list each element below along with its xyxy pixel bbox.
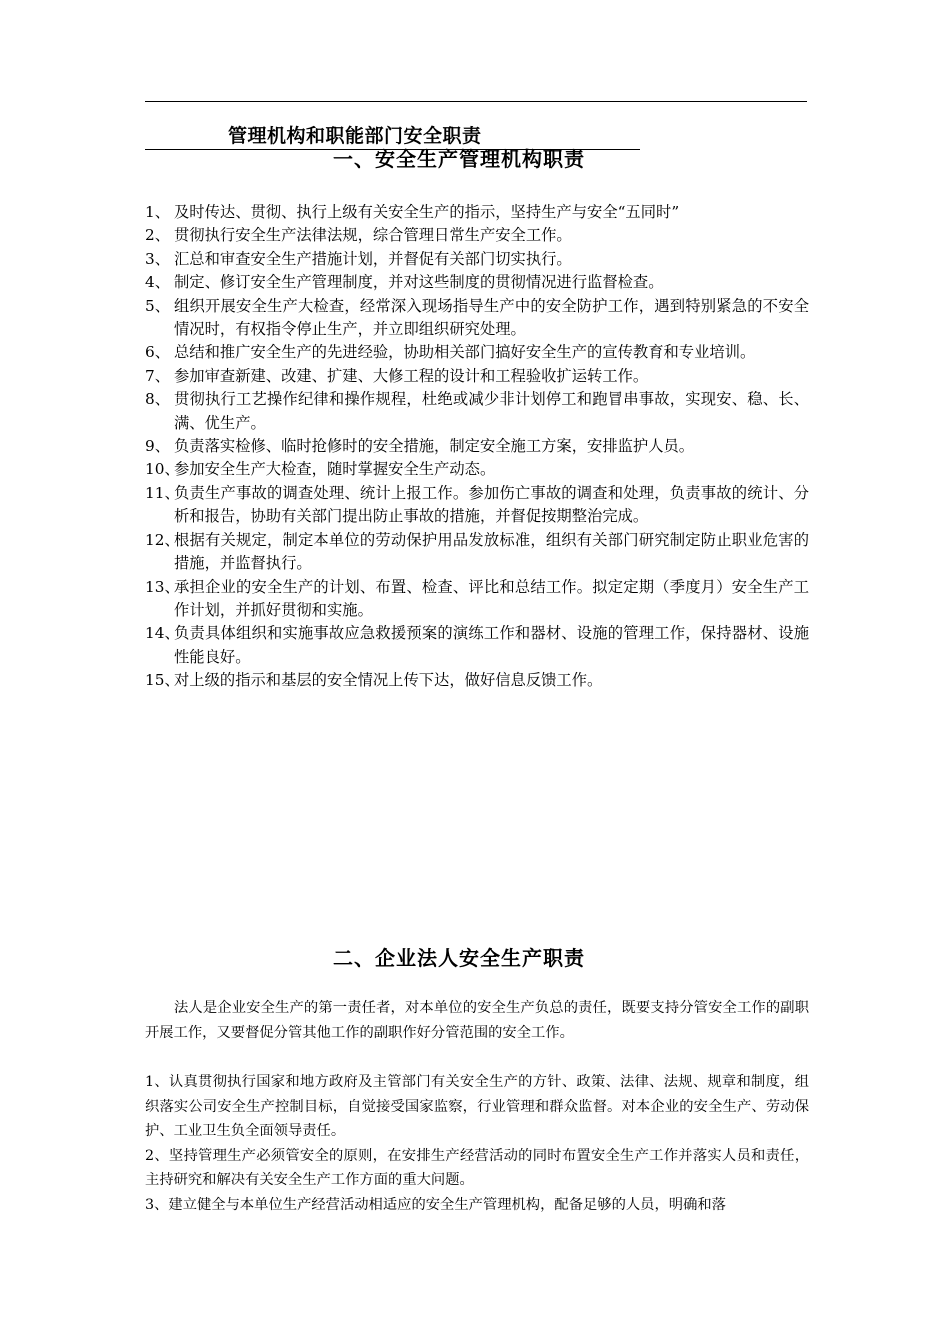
section-1-heading: 一、安全生产管理机构职责: [333, 147, 585, 171]
list-item-number: 12、: [145, 530, 180, 549]
list-item-number: 3、: [145, 249, 171, 268]
list-item: [145, 201, 809, 224]
list-item-number: 9、: [145, 437, 171, 456]
section-2-items: [145, 1070, 809, 1217]
section-1-list: [145, 201, 809, 693]
list-item-number: 6、: [145, 343, 171, 362]
list-item-number: 15、: [145, 671, 180, 690]
list-item: [145, 224, 809, 247]
list-item-number: 11、: [145, 483, 180, 502]
list-item-number: 7、: [145, 366, 171, 385]
list-item: [145, 458, 809, 481]
list-item: [145, 529, 809, 576]
document-title-text: 管理机构和职能部门安全职责: [228, 125, 482, 147]
list-item-number: 14、: [145, 624, 180, 643]
list-item-text: 组织开展安全生产大检查，经常深入现场指导生产中的安全防护工作，遇到特别紧急的不安全情况时，有权指令停止生产，并立即组织研究处理。: [174, 296, 809, 339]
section-2-heading: 二、企业法人安全生产职责: [333, 946, 585, 970]
list-item-number: 8、: [145, 390, 171, 409]
list-item-text: 参加审查新建、改建、扩建、大修工程的设计和工程验收扩运转工作。: [174, 366, 649, 385]
list-item-text: 承担企业的安全生产的计划、布置、检查、评比和总结工作。拟定定期（季度月）安全生产工作计划，并抓好贯彻和实施。: [174, 577, 809, 619]
list-item: [145, 388, 809, 435]
list-item-text: 贯彻执行安全生产法律法规，综合管理日常生产安全工作。: [174, 226, 572, 245]
list-item-text: 根据有关规定，制定本单位的劳动保护用品发放标准，组织有关部门研究制定防止职业危害的措施，并监督执行。: [174, 530, 809, 573]
list-item: [145, 482, 809, 529]
list-item-text: 及时传达、贯彻、执行上级有关安全生产的指示，坚持生产与安全“五同时”: [174, 203, 680, 221]
list-item-text: 贯彻执行工艺操作纪律和操作规程，杜绝或减少非计划停工和跑冒串事故，实现安、稳、长、满、优生产。: [174, 390, 809, 432]
list-item-text: 负责落实检修、临时抢修时的安全措施，制定安全施工方案，安排监护人员。: [174, 437, 695, 456]
list-item-text: 参加安全生产大检查，随时掌握安全生产动态。: [174, 460, 496, 479]
paragraph-item: 3、建立健全与本单位生产经营活动相适应的安全生产管理机构，配备足够的人员，明确和落: [145, 1196, 726, 1213]
header-rule: [145, 101, 807, 102]
list-item: [145, 295, 809, 342]
list-item-text: 负责生产事故的调查处理、统计上报工作。参加伤亡事故的调查和处理，负责事故的统计、分析和报告，协助有关部门提出防止事故的措施，并督促按期整治完成。: [174, 483, 809, 526]
list-item: [145, 365, 809, 388]
list-item-number: 2、: [145, 226, 171, 245]
paragraph-item: 1、认真贯彻执行国家和地方政府及主管部门有关安全生产的方针、政策、法律、法规、规章和制度，组织落实公司安全生产控制目标，自觉接受国家监察，行业管理和群众监督。对本企业的安全生产、劳动保护、工业卫生负全面领导责任。: [145, 1074, 809, 1139]
list-item-number: 4、: [145, 273, 171, 292]
list-item-number: 5、: [145, 296, 171, 315]
list-item-number: 1、: [145, 203, 171, 221]
list-item-text: 对上级的指示和基层的安全情况上传下达，做好信息反馈工作。: [174, 671, 603, 690]
list-item-number: 10、: [145, 460, 180, 479]
list-item: [145, 248, 809, 271]
paragraph-item: 2、坚持管理生产必须管安全的原则，在安排生产经营活动的同时布置安全生产工作并落实人员和责任，主持研究和解决有关安全生产工作方面的重大问题。: [145, 1147, 809, 1188]
list-item-text: 负责具体组织和实施事故应急救援预案的演练工作和器材、设施的管理工作，保持器材、设施性能良好。: [174, 624, 809, 666]
list-item: [145, 576, 809, 623]
list-item: [145, 341, 809, 364]
list-item: [145, 271, 809, 294]
section-2-intro: 法人是企业安全生产的第一责任者，对本单位的安全生产负总的责任，既要支持分管安全工作的副职开展工作，又要督促分管其他工作的副职作好分管范围的安全工作。: [145, 1000, 809, 1041]
list-item-text: 汇总和审查安全生产措施计划，并督促有关部门切实执行。: [174, 249, 572, 268]
list-item: [145, 435, 809, 458]
list-item: [145, 669, 809, 692]
list-item-number: 13、: [145, 577, 180, 596]
list-item-text: 总结和推广安全生产的先进经验，协助相关部门搞好安全生产的宣传教育和专业培训。: [174, 343, 756, 362]
list-item: [145, 622, 809, 669]
list-item-text: 制定、修订安全生产管理制度，并对这些制度的贯彻情况进行监督检查。: [174, 273, 664, 292]
